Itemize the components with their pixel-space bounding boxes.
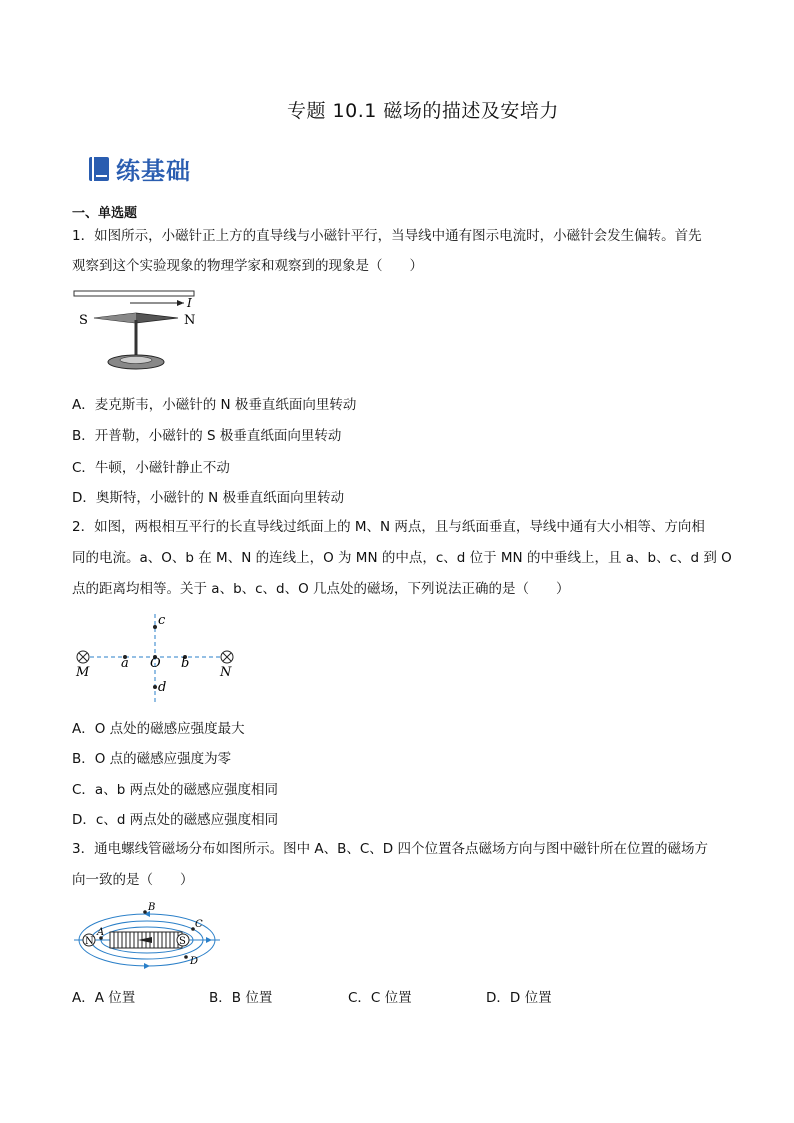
q3-option-d[interactable]: D．D 位置 [486, 990, 552, 1006]
book-icon [88, 156, 110, 182]
q1-wire [74, 291, 194, 296]
q3-label-c: C [195, 919, 203, 930]
q2-label-m: M [76, 665, 90, 680]
q1-stand-base-top [120, 357, 152, 364]
q2-point-d [153, 685, 157, 689]
q1-text-line1: 1．如图所示，小磁针正上方的直导线与小磁针平行，当导线中通有图示电流时，小磁针会发生偏转。首先 [72, 228, 702, 244]
q3-label-d: D [190, 956, 199, 967]
q2-option-b[interactable]: B．O 点的磁感应强度为零 [72, 751, 232, 767]
q2-option-d[interactable]: D．c、d 两点处的磁感应强度相同 [72, 812, 279, 828]
q1-text-line2: 观察到这个实验现象的物理学家和观察到的现象是（ ） [72, 258, 423, 274]
q3-option-b[interactable]: B．B 位置 [209, 990, 273, 1006]
q2-label-d: d [158, 680, 167, 695]
q1-option-c[interactable]: C．牛顿，小磁针静止不动 [72, 460, 230, 476]
q1-option-b[interactable]: B．开普勒，小磁针的 S 极垂直纸面向里转动 [72, 428, 342, 444]
q2-wire-n-icon [221, 651, 233, 663]
q3-option-a[interactable]: A．A 位置 [72, 990, 136, 1006]
q2-label-o: O [150, 656, 161, 671]
q2-label-a: a [121, 656, 129, 671]
section-heading: 一、单选题 [72, 206, 138, 221]
q2-option-c[interactable]: C．a、b 两点处的磁感应强度相同 [72, 782, 279, 798]
q3-point-d [184, 955, 188, 959]
q2-label-b: b [181, 656, 190, 671]
section-banner [88, 151, 191, 186]
q1-option-d[interactable]: D．奥斯特，小磁针的 N 极垂直纸面向里转动 [72, 490, 345, 506]
q3-text-line2: 向一致的是（ ） [72, 872, 194, 888]
q1-figure-compass [72, 290, 202, 380]
q1-current-label: I [187, 296, 192, 310]
q1-option-a[interactable]: A．麦克斯韦，小磁针的 N 极垂直纸面向里转动 [72, 397, 357, 413]
q2-text-line2: 同的电流。a、O、b 在 M、N 的连线上，O 为 MN 的中点，c、d 位于 MN 的中垂线上，且 a、b、c、d 到 O [72, 550, 732, 566]
q3-label-b: B [148, 902, 156, 913]
q2-figure-wires [70, 610, 250, 705]
q2-label-n: N [220, 665, 232, 680]
q2-text-line3: 点的距离均相等。关于 a、b、c、d、O 几点处的磁场，下列说法正确的是（ ） [72, 581, 570, 597]
q2-wire-m-icon [77, 651, 89, 663]
q3-figure-solenoid [72, 900, 222, 972]
q3-label-a: A [97, 927, 105, 938]
q2-text-line1: 2．如图，两根相互平行的长直导线过纸面上的 M、N 两点，且与纸面垂直，导线中通有大小相等、方向相 [72, 519, 705, 535]
page-title: 专题 10.1 磁场的描述及安培力 [287, 100, 559, 122]
q3-n-pole-label: N [85, 936, 94, 947]
q3-point-b [143, 910, 147, 914]
q3-option-c[interactable]: C．C 位置 [348, 990, 412, 1006]
q2-option-a[interactable]: A．O 点处的磁感应强度最大 [72, 721, 245, 737]
q1-current-arrowhead [177, 300, 184, 306]
banner-label: 练基础 [116, 157, 191, 185]
q3-s-pole-label: S [179, 936, 186, 947]
q1-south-label: S [79, 313, 88, 328]
q1-needle-south-half [94, 313, 136, 323]
q2-point-c [153, 625, 157, 629]
q2-label-c: c [158, 613, 166, 628]
q1-north-label: N [184, 313, 196, 328]
q3-text-line1: 3．通电螺线管磁场分布如图所示。图中 A、B、C、D 四个位置各点磁场方向与图中磁针所在位置的磁场方 [72, 841, 708, 857]
